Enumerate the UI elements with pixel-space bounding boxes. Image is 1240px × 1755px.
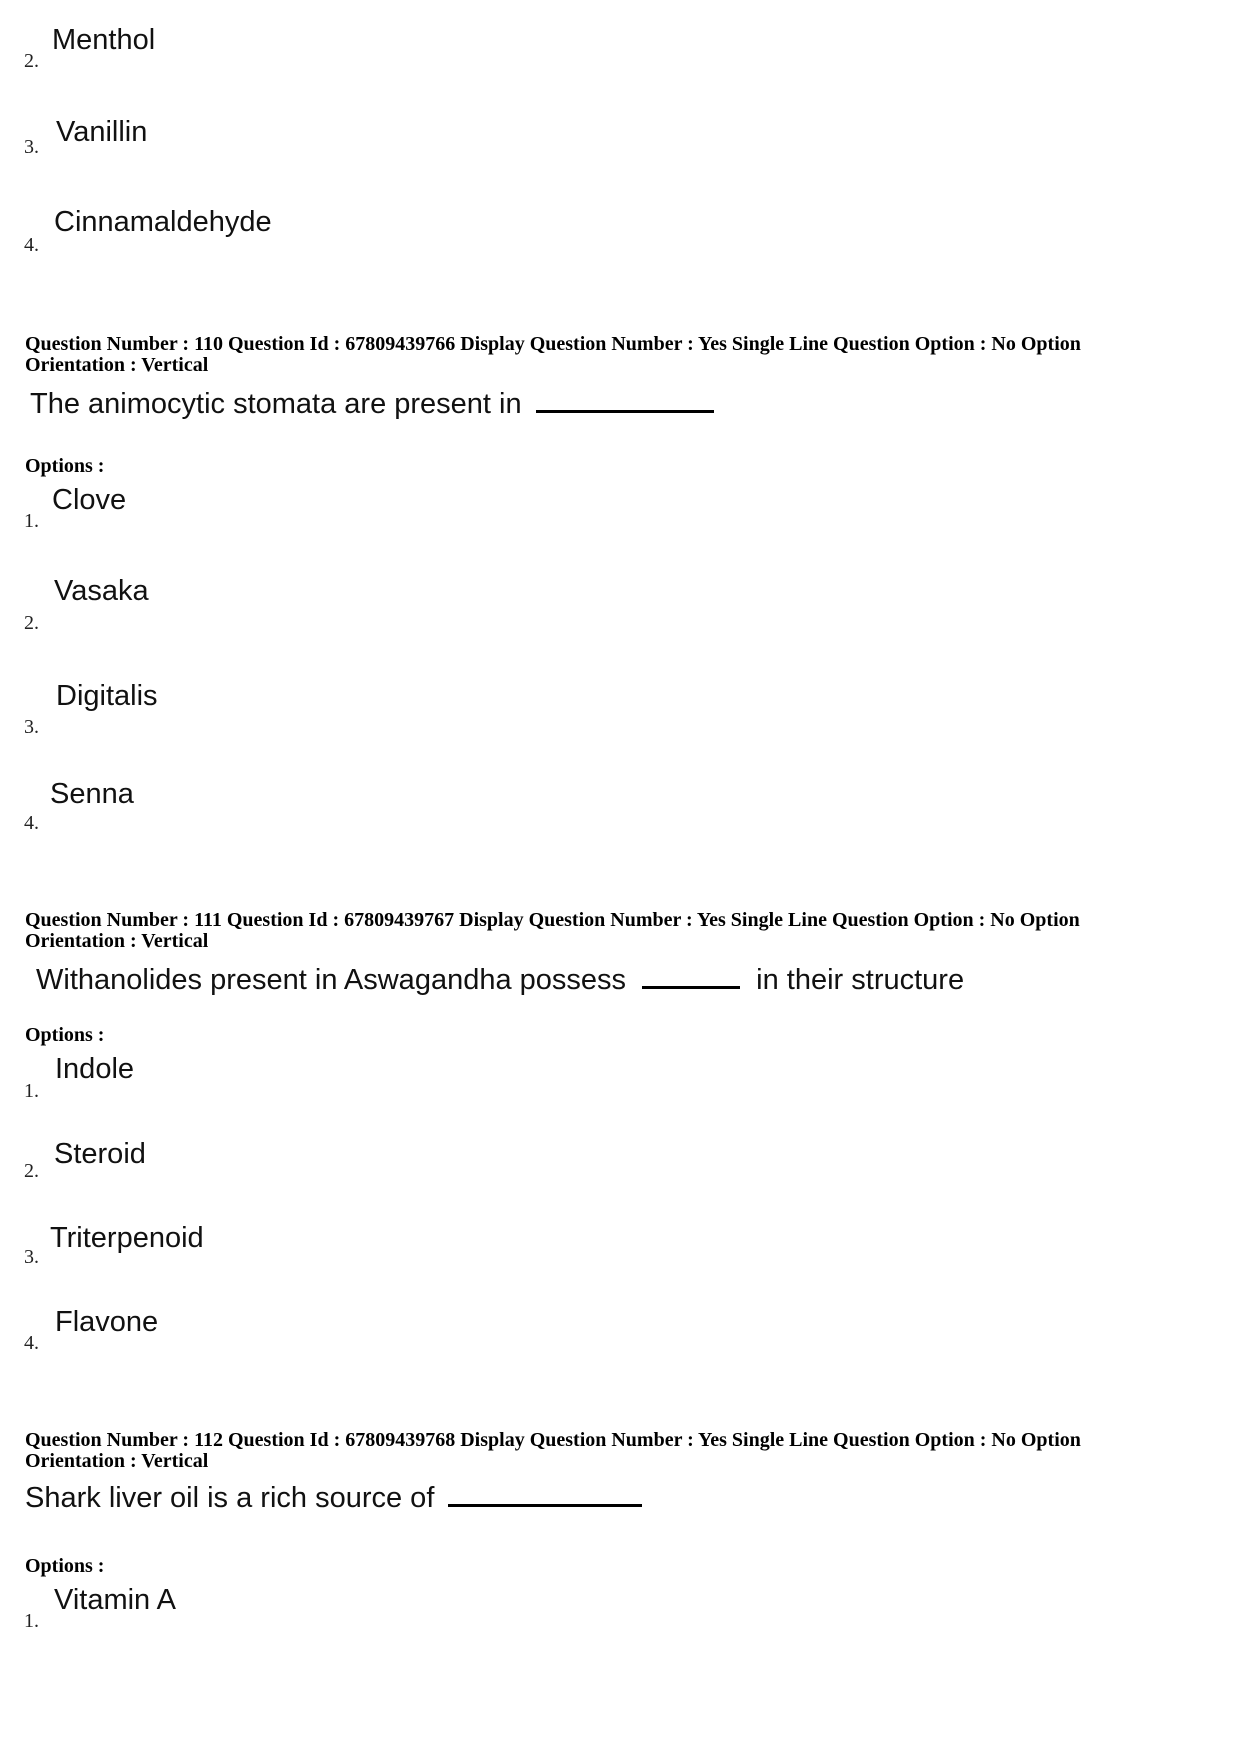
question-header: [25, 910, 1195, 952]
answer-blank: [642, 962, 740, 989]
question-header-line1: Question Number : 110 Question Id : 67809439766 Display Question Number : Yes Single Line Question Option : No Option: [25, 333, 1081, 355]
option-number: 3.: [24, 1246, 39, 1268]
question-header-line2: Orientation : Vertical: [25, 1450, 209, 1472]
option-number: 2.: [24, 50, 39, 72]
option-text: Clove: [52, 484, 127, 516]
option-number: 2.: [24, 1160, 39, 1182]
option-number: 3.: [24, 136, 39, 158]
option-text: Digitalis: [56, 680, 158, 712]
option-text: Triterpenoid: [50, 1222, 204, 1254]
option-text: Vanillin: [56, 116, 148, 148]
options-label: Options :: [25, 1024, 105, 1046]
option-number: 1.: [24, 510, 39, 532]
question-text-before: The animocytic stomata are present in: [30, 388, 522, 420]
question-text-before: Withanolides present in Aswagandha possess: [36, 964, 627, 996]
option-number: 4.: [24, 1332, 39, 1354]
question-header-line1: Question Number : 111 Question Id : 67809439767 Display Question Number : Yes Single Line Question Option : No Option: [25, 909, 1080, 931]
options-label: Options :: [25, 455, 105, 477]
question-text-after: in their structure: [756, 964, 965, 996]
question-header-line2: Orientation : Vertical: [25, 354, 209, 376]
option-number: 4.: [24, 234, 39, 256]
option-number: 3.: [24, 716, 39, 738]
option-text: Vasaka: [54, 575, 149, 607]
question-text: [30, 386, 714, 421]
question-text: [36, 962, 964, 997]
option-number: 1.: [24, 1610, 39, 1632]
question-header: [25, 1430, 1195, 1472]
option-text: Flavone: [55, 1306, 159, 1338]
option-text: Indole: [55, 1053, 135, 1085]
option-number: 4.: [24, 812, 39, 834]
option-text: Cinnamaldehyde: [54, 206, 272, 238]
question-header-line1: Question Number : 112 Question Id : 67809439768 Display Question Number : Yes Single Line Question Option : No Option: [25, 1429, 1081, 1451]
option-text: Senna: [50, 778, 134, 810]
question-text-before: Shark liver oil is a rich source of: [25, 1482, 435, 1514]
question-header: [25, 334, 1195, 376]
question-header-line2: Orientation : Vertical: [25, 930, 209, 952]
answer-blank: [448, 1480, 642, 1507]
options-label: Options :: [25, 1555, 105, 1577]
option-number: 1.: [24, 1080, 39, 1102]
option-text: Steroid: [54, 1138, 146, 1170]
question-text: [25, 1480, 642, 1515]
option-text: Menthol: [52, 24, 156, 56]
option-text: Vitamin A: [54, 1584, 176, 1616]
option-number: 2.: [24, 612, 39, 634]
answer-blank: [536, 386, 714, 413]
